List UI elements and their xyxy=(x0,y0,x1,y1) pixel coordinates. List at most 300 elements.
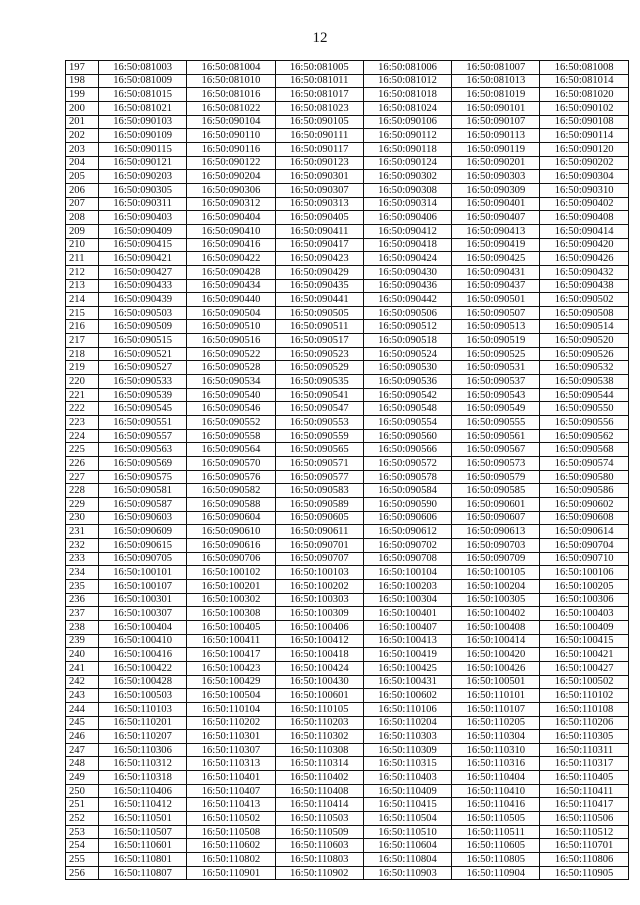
cadastral-number-cell: 16:50:090585 xyxy=(452,484,540,498)
cadastral-number-cell: 16:50:110414 xyxy=(275,798,363,812)
row-number-cell: 226 xyxy=(66,457,99,471)
cadastral-number-cell: 16:50:090121 xyxy=(99,156,187,170)
cadastral-number-cell: 16:50:090403 xyxy=(99,211,187,225)
table-row xyxy=(66,265,629,279)
cadastral-number-cell: 16:50:090106 xyxy=(363,115,451,129)
table-row xyxy=(66,129,629,143)
cadastral-number-cell: 16:50:090511 xyxy=(275,320,363,334)
cadastral-number-cell: 16:50:090116 xyxy=(187,142,275,156)
cadastral-number-cell: 16:50:100412 xyxy=(275,634,363,648)
cadastral-number-cell: 16:50:110510 xyxy=(363,825,451,839)
cadastral-number-cell: 16:50:090115 xyxy=(99,142,187,156)
cadastral-number-cell: 16:50:110801 xyxy=(99,853,187,867)
cadastral-number-cell: 16:50:090512 xyxy=(363,320,451,334)
cadastral-number-cell: 16:50:090616 xyxy=(187,538,275,552)
row-number-cell: 198 xyxy=(66,74,99,88)
cadastral-number-cell: 16:50:110701 xyxy=(540,839,628,853)
cadastral-number-cell: 16:50:110415 xyxy=(363,798,451,812)
table-row xyxy=(66,620,629,634)
cadastral-number-cell: 16:50:081018 xyxy=(363,88,451,102)
cadastral-number-cell: 16:50:100403 xyxy=(540,607,628,621)
cadastral-number-cell: 16:50:110901 xyxy=(187,866,275,880)
cadastral-number-cell: 16:50:090581 xyxy=(99,484,187,498)
cadastral-number-cell: 16:50:090703 xyxy=(452,538,540,552)
cadastral-number-cell: 16:50:081007 xyxy=(452,61,540,75)
table-row xyxy=(66,388,629,402)
cadastral-number-cell: 16:50:090502 xyxy=(540,293,628,307)
cadastral-number-cell: 16:50:110402 xyxy=(275,771,363,785)
cadastral-number-cell: 16:50:090562 xyxy=(540,429,628,443)
cadastral-number-cell: 16:50:090308 xyxy=(363,183,451,197)
cadastral-number-cell: 16:50:090604 xyxy=(187,511,275,525)
cadastral-number-cell: 16:50:090574 xyxy=(540,457,628,471)
row-number-cell: 219 xyxy=(66,361,99,375)
cadastral-number-cell: 16:50:110417 xyxy=(540,798,628,812)
cadastral-number-cell: 16:50:090122 xyxy=(187,156,275,170)
row-number-cell: 212 xyxy=(66,265,99,279)
cadastral-number-cell: 16:50:110504 xyxy=(363,812,451,826)
cadastral-number-cell: 16:50:090606 xyxy=(363,511,451,525)
cadastral-number-cell: 16:50:090309 xyxy=(452,183,540,197)
cadastral-number-cell: 16:50:090436 xyxy=(363,279,451,293)
cadastral-number-cell: 16:50:100424 xyxy=(275,661,363,675)
cadastral-number-cell: 16:50:090613 xyxy=(452,525,540,539)
cadastral-number-cell: 16:50:090549 xyxy=(452,402,540,416)
table-row xyxy=(66,511,629,525)
cadastral-number-cell: 16:50:100410 xyxy=(99,634,187,648)
table-row xyxy=(66,211,629,225)
cadastral-number-cell: 16:50:100205 xyxy=(540,579,628,593)
cadastral-number-cell: 16:50:110512 xyxy=(540,825,628,839)
cadastral-number-cell: 16:50:090589 xyxy=(275,498,363,512)
cadastral-number-cell: 16:50:100304 xyxy=(363,593,451,607)
cadastral-number-cell: 16:50:090501 xyxy=(452,293,540,307)
table-row xyxy=(66,675,629,689)
cadastral-number-cell: 16:50:081003 xyxy=(99,61,187,75)
cadastral-number-cell: 16:50:090113 xyxy=(452,129,540,143)
table-row xyxy=(66,743,629,757)
cadastral-number-cell: 16:50:090118 xyxy=(363,142,451,156)
cadastral-number-cell: 16:50:100105 xyxy=(452,566,540,580)
cadastral-number-cell: 16:50:090706 xyxy=(187,552,275,566)
cadastral-number-cell: 16:50:090101 xyxy=(452,101,540,115)
row-number-cell: 256 xyxy=(66,866,99,880)
cadastral-number-cell: 16:50:090534 xyxy=(187,375,275,389)
cadastral-number-cell: 16:50:090409 xyxy=(99,224,187,238)
cadastral-number-cell: 16:50:110303 xyxy=(363,730,451,744)
cadastral-number-cell: 16:50:110501 xyxy=(99,812,187,826)
cadastral-number-cell: 16:50:100425 xyxy=(363,661,451,675)
row-number-cell: 225 xyxy=(66,443,99,457)
cadastral-number-cell: 16:50:100204 xyxy=(452,579,540,593)
cadastral-number-cell: 16:50:090510 xyxy=(187,320,275,334)
cadastral-number-cell: 16:50:100430 xyxy=(275,675,363,689)
row-number-cell: 246 xyxy=(66,730,99,744)
cadastral-number-cell: 16:50:110508 xyxy=(187,825,275,839)
cadastral-number-cell: 16:50:110903 xyxy=(363,866,451,880)
cadastral-number-cell: 16:50:090531 xyxy=(452,361,540,375)
cadastral-number-cell: 16:50:090536 xyxy=(363,375,451,389)
cadastral-number-cell: 16:50:090508 xyxy=(540,306,628,320)
cadastral-number-cell: 16:50:090702 xyxy=(363,538,451,552)
cadastral-number-cell: 16:50:090431 xyxy=(452,265,540,279)
table-row xyxy=(66,634,629,648)
cadastral-number-cell: 16:50:110404 xyxy=(452,771,540,785)
cadastral-number-cell: 16:50:090560 xyxy=(363,429,451,443)
cadastral-number-cell: 16:50:090602 xyxy=(540,498,628,512)
row-number-cell: 206 xyxy=(66,183,99,197)
cadastral-number-cell: 16:50:090524 xyxy=(363,347,451,361)
cadastral-number-cell: 16:50:110602 xyxy=(187,839,275,853)
cadastral-number-cell: 16:50:090120 xyxy=(540,142,628,156)
cadastral-quarters-table xyxy=(65,60,629,880)
cadastral-number-cell: 16:50:090573 xyxy=(452,457,540,471)
table-row xyxy=(66,238,629,252)
cadastral-number-cell: 16:50:090564 xyxy=(187,443,275,457)
row-number-cell: 221 xyxy=(66,388,99,402)
cadastral-number-cell: 16:50:100301 xyxy=(99,593,187,607)
cadastral-number-cell: 16:50:090415 xyxy=(99,238,187,252)
table-row xyxy=(66,771,629,785)
table-row xyxy=(66,334,629,348)
cadastral-number-cell: 16:50:100402 xyxy=(452,607,540,621)
cadastral-number-cell: 16:50:090201 xyxy=(452,156,540,170)
table-row xyxy=(66,61,629,75)
row-number-cell: 213 xyxy=(66,279,99,293)
cadastral-number-cell: 16:50:081015 xyxy=(99,88,187,102)
cadastral-number-cell: 16:50:100203 xyxy=(363,579,451,593)
cadastral-number-cell: 16:50:081020 xyxy=(540,88,628,102)
cadastral-number-cell: 16:50:081009 xyxy=(99,74,187,88)
cadastral-number-cell: 16:50:110401 xyxy=(187,771,275,785)
cadastral-number-cell: 16:50:090552 xyxy=(187,416,275,430)
table-row xyxy=(66,361,629,375)
cadastral-number-cell: 16:50:110316 xyxy=(452,757,540,771)
table-row xyxy=(66,197,629,211)
cadastral-number-cell: 16:50:100419 xyxy=(363,648,451,662)
row-number-cell: 211 xyxy=(66,252,99,266)
row-number-cell: 203 xyxy=(66,142,99,156)
cadastral-number-cell: 16:50:081005 xyxy=(275,61,363,75)
cadastral-number-cell: 16:50:110201 xyxy=(99,716,187,730)
cadastral-number-cell: 16:50:081014 xyxy=(540,74,628,88)
cadastral-number-cell: 16:50:090555 xyxy=(452,416,540,430)
cadastral-number-cell: 16:50:100418 xyxy=(275,648,363,662)
cadastral-number-cell: 16:50:090310 xyxy=(540,183,628,197)
cadastral-number-cell: 16:50:090601 xyxy=(452,498,540,512)
cadastral-number-cell: 16:50:090117 xyxy=(275,142,363,156)
row-number-cell: 201 xyxy=(66,115,99,129)
cadastral-number-cell: 16:50:090588 xyxy=(187,498,275,512)
cadastral-number-cell: 16:50:090570 xyxy=(187,457,275,471)
row-number-cell: 242 xyxy=(66,675,99,689)
cadastral-number-cell: 16:50:100202 xyxy=(275,579,363,593)
cadastral-number-cell: 16:50:090429 xyxy=(275,265,363,279)
cadastral-number-cell: 16:50:090614 xyxy=(540,525,628,539)
cadastral-number-cell: 16:50:110304 xyxy=(452,730,540,744)
table-row xyxy=(66,170,629,184)
cadastral-number-cell: 16:50:090527 xyxy=(99,361,187,375)
cadastral-number-cell: 16:50:090525 xyxy=(452,347,540,361)
cadastral-number-cell: 16:50:100417 xyxy=(187,648,275,662)
cadastral-number-cell: 16:50:100302 xyxy=(187,593,275,607)
cadastral-number-cell: 16:50:110805 xyxy=(452,853,540,867)
table-row xyxy=(66,798,629,812)
cadastral-number-cell: 16:50:081012 xyxy=(363,74,451,88)
cadastral-number-cell: 16:50:100104 xyxy=(363,566,451,580)
cadastral-number-cell: 16:50:090557 xyxy=(99,429,187,443)
row-number-cell: 216 xyxy=(66,320,99,334)
row-number-cell: 235 xyxy=(66,579,99,593)
cadastral-number-cell: 16:50:090538 xyxy=(540,375,628,389)
cadastral-number-cell: 16:50:110411 xyxy=(540,784,628,798)
cadastral-number-cell: 16:50:090517 xyxy=(275,334,363,348)
cadastral-number-cell: 16:50:081010 xyxy=(187,74,275,88)
cadastral-number-cell: 16:50:090428 xyxy=(187,265,275,279)
cadastral-number-cell: 16:50:090701 xyxy=(275,538,363,552)
cadastral-number-cell: 16:50:090312 xyxy=(187,197,275,211)
table-row xyxy=(66,525,629,539)
cadastral-number-cell: 16:50:090307 xyxy=(275,183,363,197)
row-number-cell: 202 xyxy=(66,129,99,143)
cadastral-number-cell: 16:50:110307 xyxy=(187,743,275,757)
cadastral-number-cell: 16:50:090314 xyxy=(363,197,451,211)
cadastral-number-cell: 16:50:090578 xyxy=(363,470,451,484)
cadastral-number-cell: 16:50:090506 xyxy=(363,306,451,320)
cadastral-number-cell: 16:50:100503 xyxy=(99,689,187,703)
cadastral-number-cell: 16:50:090561 xyxy=(452,429,540,443)
table-row xyxy=(66,156,629,170)
cadastral-number-cell: 16:50:090411 xyxy=(275,224,363,238)
cadastral-number-cell: 16:50:100411 xyxy=(187,634,275,648)
cadastral-number-cell: 16:50:090535 xyxy=(275,375,363,389)
cadastral-number-cell: 16:50:110408 xyxy=(275,784,363,798)
cadastral-number-cell: 16:50:090304 xyxy=(540,170,628,184)
row-number-cell: 229 xyxy=(66,498,99,512)
cadastral-number-cell: 16:50:090108 xyxy=(540,115,628,129)
cadastral-number-cell: 16:50:110105 xyxy=(275,702,363,716)
table-row xyxy=(66,429,629,443)
cadastral-number-cell: 16:50:100428 xyxy=(99,675,187,689)
row-number-cell: 238 xyxy=(66,620,99,634)
cadastral-number-cell: 16:50:090583 xyxy=(275,484,363,498)
cadastral-number-cell: 16:50:100501 xyxy=(452,675,540,689)
cadastral-number-cell: 16:50:081013 xyxy=(452,74,540,88)
cadastral-number-cell: 16:50:100427 xyxy=(540,661,628,675)
cadastral-number-cell: 16:50:100423 xyxy=(187,661,275,675)
cadastral-number-cell: 16:50:090550 xyxy=(540,402,628,416)
table-row xyxy=(66,279,629,293)
cadastral-number-cell: 16:50:090704 xyxy=(540,538,628,552)
cadastral-number-cell: 16:50:100502 xyxy=(540,675,628,689)
row-number-cell: 240 xyxy=(66,648,99,662)
cadastral-number-cell: 16:50:090575 xyxy=(99,470,187,484)
table-row xyxy=(66,839,629,853)
cadastral-number-cell: 16:50:090505 xyxy=(275,306,363,320)
cadastral-number-cell: 16:50:090430 xyxy=(363,265,451,279)
cadastral-number-cell: 16:50:090433 xyxy=(99,279,187,293)
cadastral-number-cell: 16:50:110403 xyxy=(363,771,451,785)
cadastral-number-cell: 16:50:090416 xyxy=(187,238,275,252)
cadastral-number-cell: 16:50:100407 xyxy=(363,620,451,634)
cadastral-number-cell: 16:50:090547 xyxy=(275,402,363,416)
cadastral-number-cell: 16:50:100103 xyxy=(275,566,363,580)
cadastral-number-cell: 16:50:110605 xyxy=(452,839,540,853)
table-row xyxy=(66,661,629,675)
cadastral-number-cell: 16:50:090437 xyxy=(452,279,540,293)
cadastral-number-cell: 16:50:110310 xyxy=(452,743,540,757)
row-number-cell: 228 xyxy=(66,484,99,498)
cadastral-number-cell: 16:50:090419 xyxy=(452,238,540,252)
row-number-cell: 199 xyxy=(66,88,99,102)
cadastral-number-cell: 16:50:090104 xyxy=(187,115,275,129)
cadastral-number-cell: 16:50:090521 xyxy=(99,347,187,361)
cadastral-number-cell: 16:50:090306 xyxy=(187,183,275,197)
cadastral-number-cell: 16:50:090528 xyxy=(187,361,275,375)
cadastral-number-cell: 16:50:090569 xyxy=(99,457,187,471)
cadastral-number-cell: 16:50:110203 xyxy=(275,716,363,730)
row-number-cell: 231 xyxy=(66,525,99,539)
cadastral-number-cell: 16:50:090522 xyxy=(187,347,275,361)
table-row xyxy=(66,115,629,129)
row-number-cell: 223 xyxy=(66,416,99,430)
table-row xyxy=(66,825,629,839)
row-number-cell: 218 xyxy=(66,347,99,361)
cadastral-number-cell: 16:50:100305 xyxy=(452,593,540,607)
cadastral-number-cell: 16:50:090567 xyxy=(452,443,540,457)
cadastral-number-cell: 16:50:100415 xyxy=(540,634,628,648)
cadastral-number-cell: 16:50:100426 xyxy=(452,661,540,675)
row-number-cell: 245 xyxy=(66,716,99,730)
row-number-cell: 220 xyxy=(66,375,99,389)
cadastral-number-cell: 16:50:110603 xyxy=(275,839,363,853)
cadastral-number-cell: 16:50:110509 xyxy=(275,825,363,839)
cadastral-number-cell: 16:50:100404 xyxy=(99,620,187,634)
cadastral-number-cell: 16:50:090553 xyxy=(275,416,363,430)
row-number-cell: 210 xyxy=(66,238,99,252)
cadastral-number-cell: 16:50:081011 xyxy=(275,74,363,88)
row-number-cell: 227 xyxy=(66,470,99,484)
cadastral-number-cell: 16:50:110311 xyxy=(540,743,628,757)
row-number-cell: 244 xyxy=(66,702,99,716)
cadastral-number-cell: 16:50:110412 xyxy=(99,798,187,812)
cadastral-number-cell: 16:50:090587 xyxy=(99,498,187,512)
cadastral-number-cell: 16:50:090580 xyxy=(540,470,628,484)
cadastral-number-cell: 16:50:090302 xyxy=(363,170,451,184)
row-number-cell: 243 xyxy=(66,689,99,703)
cadastral-number-cell: 16:50:100420 xyxy=(452,648,540,662)
table-row xyxy=(66,470,629,484)
cadastral-number-cell: 16:50:090427 xyxy=(99,265,187,279)
row-number-cell: 232 xyxy=(66,538,99,552)
cadastral-number-cell: 16:50:090514 xyxy=(540,320,628,334)
cadastral-number-cell: 16:50:100408 xyxy=(452,620,540,634)
cadastral-number-cell: 16:50:090439 xyxy=(99,293,187,307)
cadastral-number-cell: 16:50:090579 xyxy=(452,470,540,484)
table-row xyxy=(66,579,629,593)
cadastral-number-cell: 16:50:090615 xyxy=(99,538,187,552)
cadastral-number-cell: 16:50:081006 xyxy=(363,61,451,75)
cadastral-number-cell: 16:50:110107 xyxy=(452,702,540,716)
cadastral-number-cell: 16:50:090519 xyxy=(452,334,540,348)
cadastral-number-cell: 16:50:100413 xyxy=(363,634,451,648)
cadastral-number-cell: 16:50:090123 xyxy=(275,156,363,170)
cadastral-number-cell: 16:50:110803 xyxy=(275,853,363,867)
row-number-cell: 241 xyxy=(66,661,99,675)
table-row xyxy=(66,252,629,266)
cadastral-number-cell: 16:50:110314 xyxy=(275,757,363,771)
cadastral-number-cell: 16:50:090548 xyxy=(363,402,451,416)
cadastral-number-cell: 16:50:090112 xyxy=(363,129,451,143)
cadastral-number-cell: 16:50:110309 xyxy=(363,743,451,757)
cadastral-number-cell: 16:50:081019 xyxy=(452,88,540,102)
table-row xyxy=(66,784,629,798)
row-number-cell: 217 xyxy=(66,334,99,348)
cadastral-number-cell: 16:50:090402 xyxy=(540,197,628,211)
row-number-cell: 222 xyxy=(66,402,99,416)
cadastral-number-cell: 16:50:090406 xyxy=(363,211,451,225)
cadastral-number-cell: 16:50:090551 xyxy=(99,416,187,430)
cadastral-number-cell: 16:50:110410 xyxy=(452,784,540,798)
cadastral-number-cell: 16:50:081004 xyxy=(187,61,275,75)
cadastral-number-cell: 16:50:090710 xyxy=(540,552,628,566)
cadastral-number-cell: 16:50:110202 xyxy=(187,716,275,730)
table-row xyxy=(66,88,629,102)
cadastral-number-cell: 16:50:090204 xyxy=(187,170,275,184)
cadastral-number-cell: 16:50:090533 xyxy=(99,375,187,389)
cadastral-number-cell: 16:50:090441 xyxy=(275,293,363,307)
cadastral-number-cell: 16:50:100102 xyxy=(187,566,275,580)
row-number-cell: 247 xyxy=(66,743,99,757)
cadastral-number-cell: 16:50:081017 xyxy=(275,88,363,102)
table-row xyxy=(66,375,629,389)
cadastral-number-cell: 16:50:100429 xyxy=(187,675,275,689)
cadastral-number-cell: 16:50:100101 xyxy=(99,566,187,580)
cadastral-number-cell: 16:50:090707 xyxy=(275,552,363,566)
cadastral-number-cell: 16:50:081023 xyxy=(275,101,363,115)
cadastral-number-cell: 16:50:090404 xyxy=(187,211,275,225)
row-number-cell: 207 xyxy=(66,197,99,211)
row-number-cell: 230 xyxy=(66,511,99,525)
cadastral-number-cell: 16:50:090554 xyxy=(363,416,451,430)
table-row xyxy=(66,648,629,662)
cadastral-number-cell: 16:50:110802 xyxy=(187,853,275,867)
cadastral-number-cell: 16:50:110318 xyxy=(99,771,187,785)
cadastral-number-cell: 16:50:100309 xyxy=(275,607,363,621)
cadastral-number-cell: 16:50:090530 xyxy=(363,361,451,375)
cadastral-number-cell: 16:50:090612 xyxy=(363,525,451,539)
cadastral-number-cell: 16:50:100602 xyxy=(363,689,451,703)
table-row xyxy=(66,812,629,826)
cadastral-number-cell: 16:50:090603 xyxy=(99,511,187,525)
cadastral-number-cell: 16:50:110804 xyxy=(363,853,451,867)
table-row xyxy=(66,443,629,457)
cadastral-number-cell: 16:50:090313 xyxy=(275,197,363,211)
row-number-cell: 200 xyxy=(66,101,99,115)
table-body xyxy=(66,61,629,880)
cadastral-number-cell: 16:50:090305 xyxy=(99,183,187,197)
cadastral-number-cell: 16:50:110205 xyxy=(452,716,540,730)
cadastral-number-cell: 16:50:090582 xyxy=(187,484,275,498)
cadastral-number-cell: 16:50:090203 xyxy=(99,170,187,184)
cadastral-number-cell: 16:50:110104 xyxy=(187,702,275,716)
row-number-cell: 224 xyxy=(66,429,99,443)
row-number-cell: 251 xyxy=(66,798,99,812)
cadastral-number-cell: 16:50:090114 xyxy=(540,129,628,143)
cadastral-number-cell: 16:50:110106 xyxy=(363,702,451,716)
cadastral-number-cell: 16:50:090513 xyxy=(452,320,540,334)
table-row xyxy=(66,866,629,880)
